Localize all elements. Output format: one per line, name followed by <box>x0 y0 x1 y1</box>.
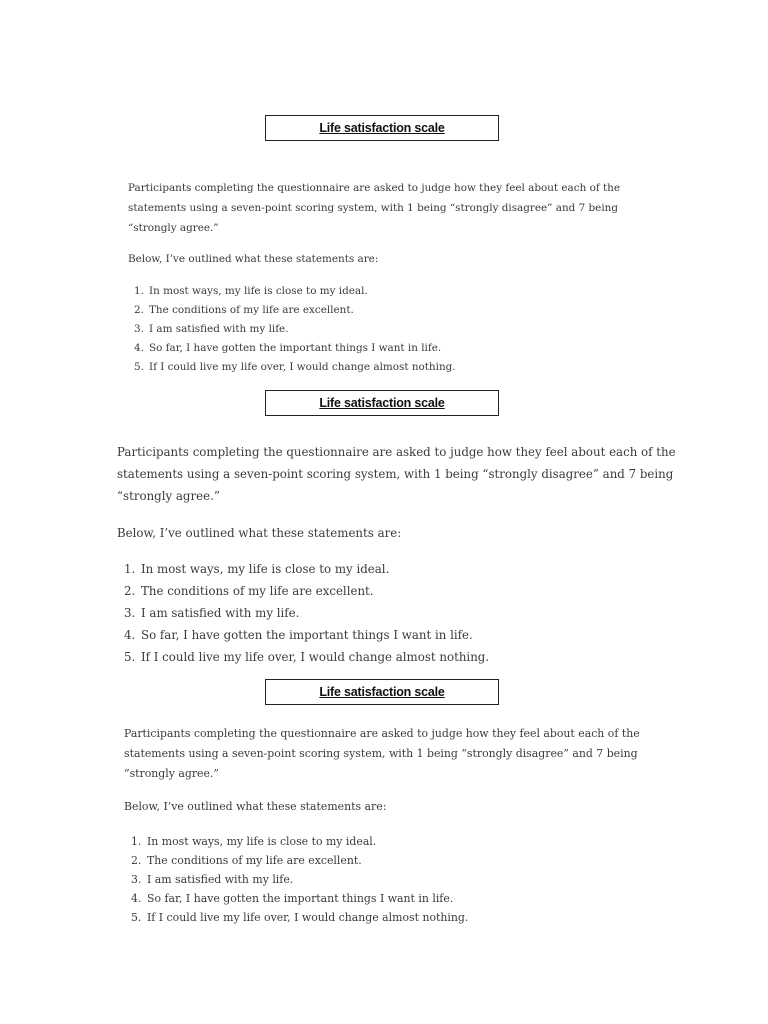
section-title: Life satisfaction scale <box>319 396 445 410</box>
list-intro: Below, I’ve outlined what these statements are: <box>124 800 387 813</box>
list-item <box>131 832 674 851</box>
item-number: 3. <box>124 606 136 620</box>
list-item <box>124 602 677 624</box>
list-intro: Below, I’ve outlined what these statements are: <box>117 526 402 540</box>
section-body <box>117 441 677 668</box>
list-item <box>134 301 668 320</box>
list-item <box>131 908 674 927</box>
item-number: 4. <box>131 892 142 905</box>
item-number: 3. <box>134 323 144 335</box>
description-paragraph: Participants completing the questionnaire are asked to judge how they feel about each of the statements using a seven-point scoring system, with 1 being “strongly disagree” and 7 being “strongly agree.” <box>128 182 620 234</box>
item-text: If I could live my life over, I would change almost nothing. <box>141 650 490 664</box>
item-number: 5. <box>124 650 136 664</box>
list-intro: Below, I’ve outlined what these statements are: <box>128 253 379 265</box>
item-text: In most ways, my life is close to my ideal. <box>141 562 390 576</box>
statement-list <box>128 282 668 377</box>
statement-list <box>117 558 677 668</box>
statement-list <box>124 832 674 927</box>
section-title-box <box>265 115 499 141</box>
list-item <box>134 282 668 301</box>
section-body <box>124 724 674 927</box>
list-item <box>124 580 677 602</box>
item-text: The conditions of my life are excellent. <box>141 584 374 598</box>
item-text: If I could live my life over, I would change almost nothing. <box>149 361 456 373</box>
item-text: The conditions of my life are excellent. <box>147 854 362 867</box>
list-item <box>124 646 677 668</box>
item-number: 2. <box>134 304 144 316</box>
section-title-box <box>265 679 499 705</box>
item-number: 2. <box>124 584 136 598</box>
item-number: 4. <box>124 628 136 642</box>
item-text: So far, I have gotten the important things I want in life. <box>149 342 442 354</box>
list-item <box>134 320 668 339</box>
list-item <box>134 339 668 358</box>
item-text: In most ways, my life is close to my ideal. <box>147 835 377 848</box>
list-item <box>131 851 674 870</box>
item-text: I am satisfied with my life. <box>149 323 289 335</box>
item-number: 5. <box>134 361 144 373</box>
item-text: I am satisfied with my life. <box>141 606 300 620</box>
list-item <box>124 558 677 580</box>
section-title-box <box>265 390 499 416</box>
description-paragraph: Participants completing the questionnaire are asked to judge how they feel about each of the statements using a seven-point scoring system, with 1 being “strongly disagree” and 7 being “strongly agree.” <box>124 727 640 780</box>
item-number: 2. <box>131 854 142 867</box>
section-title: Life satisfaction scale <box>319 121 445 135</box>
item-number: 1. <box>124 562 136 576</box>
item-number: 5. <box>131 911 142 924</box>
list-item <box>131 870 674 889</box>
list-item <box>134 358 668 377</box>
item-text: So far, I have gotten the important things I want in life. <box>147 892 454 905</box>
description-paragraph: Participants completing the questionnaire are asked to judge how they feel about each of the statements using a seven-point scoring system, with 1 being “strongly disagree” and 7 being “strongly agree.” <box>117 445 676 503</box>
item-text: I am satisfied with my life. <box>147 873 294 886</box>
item-text: So far, I have gotten the important things I want in life. <box>141 628 473 642</box>
item-text: The conditions of my life are excellent. <box>149 304 354 316</box>
section-title: Life satisfaction scale <box>319 685 445 699</box>
item-number: 4. <box>134 342 144 354</box>
item-number: 3. <box>131 873 142 886</box>
item-number: 1. <box>134 285 144 297</box>
item-text: In most ways, my life is close to my ideal. <box>149 285 368 297</box>
section-body <box>128 178 668 377</box>
list-item <box>124 624 677 646</box>
item-text: If I could live my life over, I would change almost nothing. <box>147 911 469 924</box>
list-item <box>131 889 674 908</box>
item-number: 1. <box>131 835 142 848</box>
